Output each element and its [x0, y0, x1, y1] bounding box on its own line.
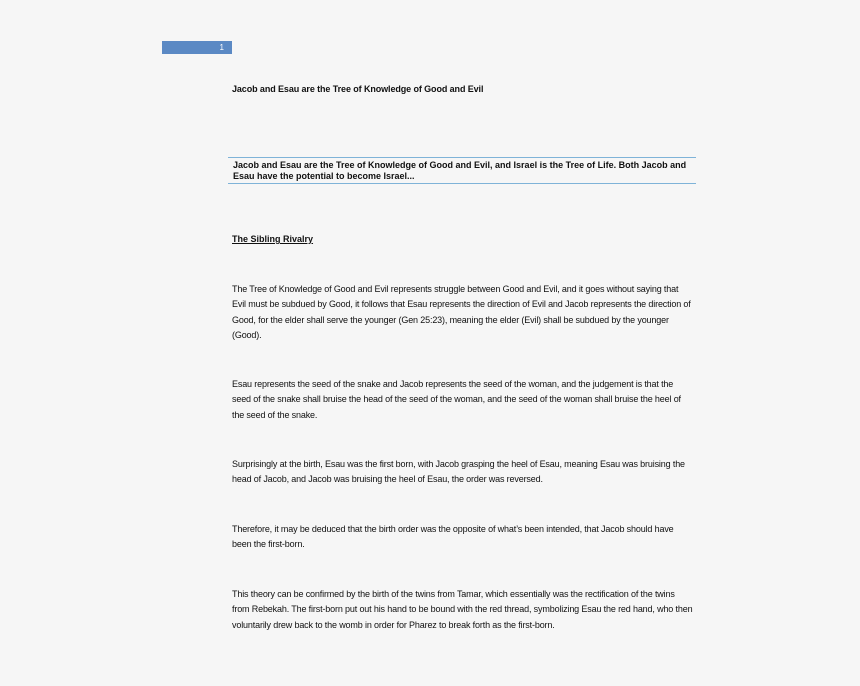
paragraph-2: Esau represents the seed of the snake and Jacob represents the seed of the woman, and the judgement is that the seed of the snake shall bruise the head of the seed of the woman, and the seed of the woman shall bruise the heel of the seed of the snake. [232, 379, 681, 420]
document-title: Jacob and Esau are the Tree of Knowledge of Good and Evil [232, 84, 484, 94]
paragraph-4: Therefore, it may be deduced that the birth order was the opposite of what’s been intended, that Jacob should have been the first-born. [232, 524, 674, 550]
page-number-bar [162, 41, 232, 54]
page-number: 1 [219, 43, 224, 52]
paragraph-5: This theory can be confirmed by the birth of the twins from Tamar, which essentially was the rectification of the twins from Rebekah. The first-born put out his hand to be bound with the red thread, symbolizing Esau the red hand, who then voluntarily drew back to the womb in order for Pharez to break forth as the first-born. [232, 589, 693, 630]
paragraph-1: The Tree of Knowledge of Good and Evil represents struggle between Good and Evil, and it goes without saying that Evil must be subdued by Good, it follows that Esau represents the direction of Evil and Jacob represents the direction of Good, for the elder shall serve the younger (Gen 25:23), meaning the elder (Evil) shall be subdued by the younger (Good). [232, 284, 691, 341]
section-heading: The Sibling Rivalry [232, 234, 314, 244]
abstract-box: Jacob and Esau are the Tree of Knowledge of Good and Evil, and Israel is the Tree of Life. Both Jacob and Esau have the potential to become Israel... [228, 157, 696, 184]
paragraph-3: Surprisingly at the birth, Esau was the first born, with Jacob grasping the heel of Esau, meaning Esau was bruising the head of Jacob, and Jacob was bruising the heel of Esau, the order was reversed. [232, 459, 685, 485]
